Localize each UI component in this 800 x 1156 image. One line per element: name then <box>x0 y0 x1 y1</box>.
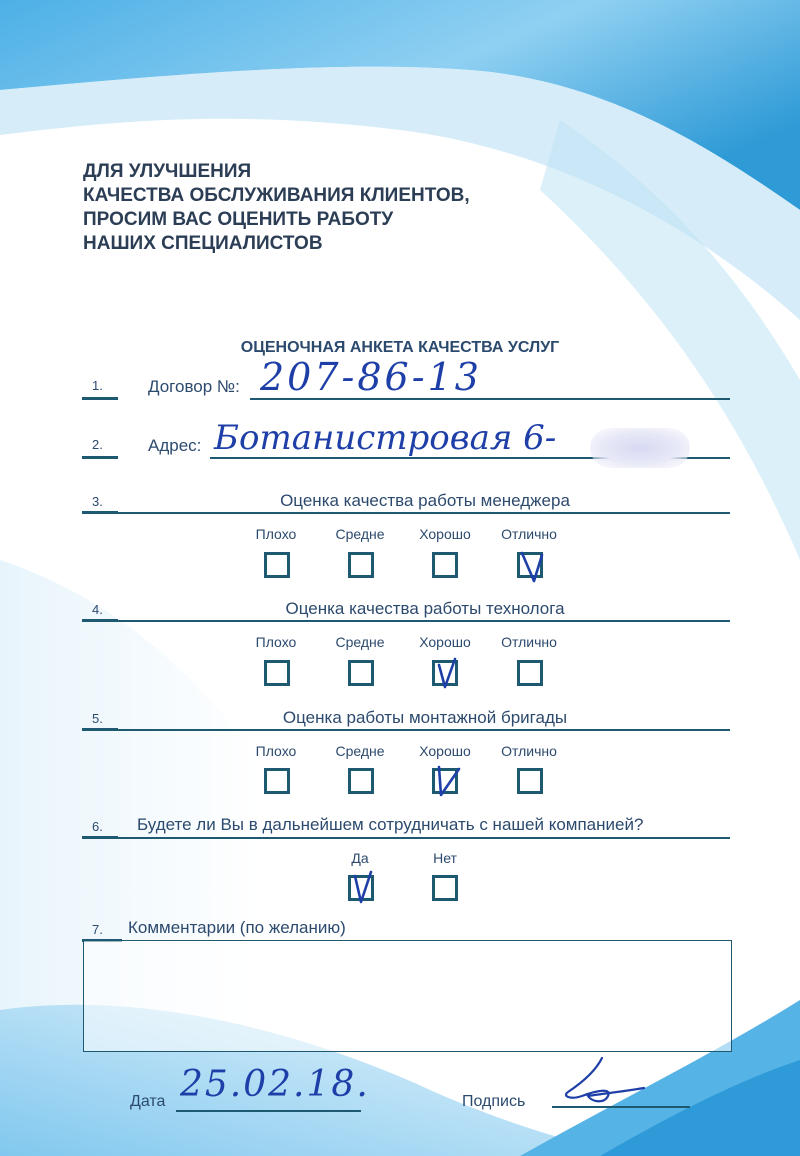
crew-poor-checkbox[interactable] <box>264 768 290 794</box>
option-label: Плохо <box>255 634 297 650</box>
option-label: Хорошо <box>419 526 471 542</box>
address-handwritten[interactable]: Ботанистровая 6- <box>214 418 557 458</box>
number-underline <box>82 456 118 459</box>
crew-excellent-checkbox[interactable] <box>517 768 543 794</box>
item-number: 4. <box>92 602 103 617</box>
form-title: ОЦЕНОЧНАЯ АНКЕТА КАЧЕСТВА УСЛУГ <box>240 339 560 356</box>
item-number: 3. <box>92 494 103 509</box>
signature-label: Подпись <box>462 1093 526 1110</box>
date-underline <box>176 1110 361 1112</box>
option-label: Средне <box>335 526 385 542</box>
cooperate-no-checkbox[interactable] <box>432 875 458 901</box>
crew-average-checkbox[interactable] <box>348 768 374 794</box>
option-label: Хорошо <box>419 634 471 650</box>
checkmark-icon <box>516 545 550 585</box>
question-underline <box>82 729 730 731</box>
manager-average-checkbox[interactable] <box>348 552 374 578</box>
technologist-excellent-checkbox[interactable] <box>517 660 543 686</box>
number-underline <box>82 836 118 839</box>
cooperate-yes-checkbox[interactable] <box>348 875 374 901</box>
question-underline <box>82 837 730 839</box>
manager-excellent-checkbox[interactable] <box>517 552 543 578</box>
option-label: Средне <box>335 743 385 759</box>
intro-line: ПРОСИМ ВАС ОЦЕНИТЬ РАБОТУ <box>83 209 394 230</box>
technologist-good-checkbox[interactable] <box>432 660 458 686</box>
item-number: 7. <box>92 922 103 937</box>
checkmark-icon <box>431 761 465 801</box>
contract-number-handwritten[interactable]: 207-86-13 <box>260 355 482 399</box>
option-label: Отлично <box>501 634 557 650</box>
intro-line: КАЧЕСТВА ОБСЛУЖИВАНИЯ КЛИЕНТОВ, <box>83 185 470 206</box>
option-label: Отлично <box>501 526 557 542</box>
date-label: Дата <box>130 1093 166 1110</box>
option-label: Средне <box>335 634 385 650</box>
checkmark-icon <box>431 653 465 693</box>
intro-line: ДЛЯ УЛУЧШЕНИЯ <box>83 161 252 182</box>
question-underline <box>82 512 730 514</box>
contract-label: Договор №: <box>148 377 240 396</box>
item-number: 2. <box>92 437 103 452</box>
number-underline <box>82 397 118 400</box>
question-title: Оценка качества работы технолога <box>285 599 565 618</box>
item-number: 6. <box>92 819 103 834</box>
option-label: Хорошо <box>419 743 471 759</box>
address-label: Адрес: <box>148 436 202 455</box>
question-title: Будете ли Вы в дальнейшем сотрудничать с нашей компанией? <box>137 815 644 834</box>
question-title: Оценка качества работы менеджера <box>280 491 570 510</box>
number-underline <box>82 511 118 514</box>
option-label: Отлично <box>501 743 557 759</box>
option-label: Нет <box>433 850 457 866</box>
number-underline <box>82 619 118 622</box>
intro-line: НАШИХ СПЕЦИАЛИСТОВ <box>83 233 323 254</box>
item-number: 5. <box>92 711 103 726</box>
technologist-poor-checkbox[interactable] <box>264 660 290 686</box>
number-underline <box>82 728 118 731</box>
question-underline <box>82 620 730 622</box>
manager-good-checkbox[interactable] <box>432 552 458 578</box>
checkmark-icon <box>347 868 381 908</box>
comments-textarea[interactable] <box>83 940 732 1052</box>
intro-heading <box>83 160 470 256</box>
crew-good-checkbox[interactable] <box>432 768 458 794</box>
comments-label: Комментарии (по желанию) <box>128 918 346 937</box>
item-number: 1. <box>92 378 103 393</box>
option-label: Да <box>351 850 369 866</box>
redacted-area <box>590 428 690 468</box>
date-handwritten[interactable]: 25.02.18. <box>180 1064 370 1105</box>
technologist-average-checkbox[interactable] <box>348 660 374 686</box>
signature-image[interactable] <box>540 1050 660 1110</box>
manager-poor-checkbox[interactable] <box>264 552 290 578</box>
question-title: Оценка работы монтажной бригады <box>282 708 568 727</box>
option-label: Плохо <box>255 743 297 759</box>
option-label: Плохо <box>255 526 297 542</box>
